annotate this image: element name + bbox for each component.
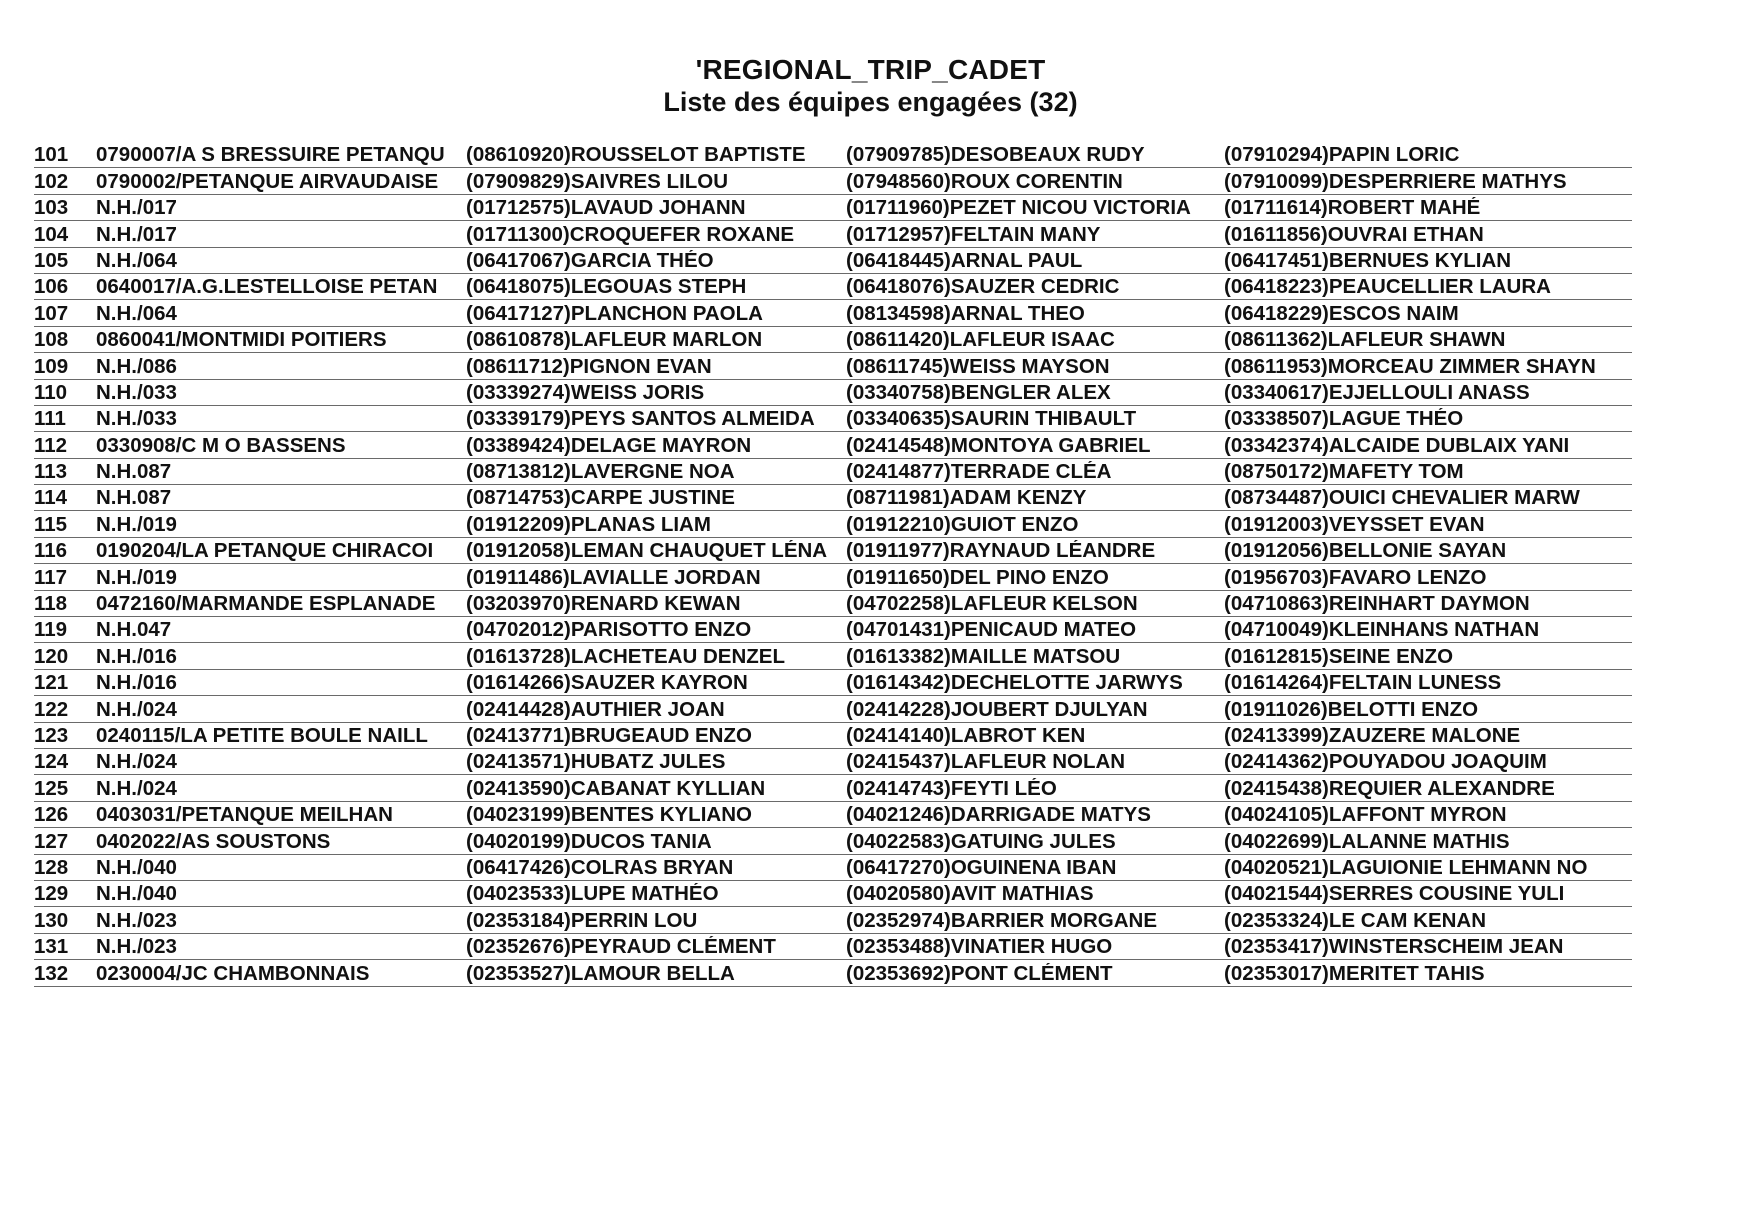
team-number: 112 <box>34 434 68 457</box>
team-club: N.H./016 <box>96 645 177 668</box>
player-2: (01614342)DECHELOTTE JARWYS <box>846 672 1183 695</box>
player-1: (08610920)ROUSSELOT BAPTISTE <box>466 144 806 167</box>
team-row <box>34 564 1632 590</box>
team-row <box>34 353 1632 379</box>
player-1: (04020199)DUCOS TANIA <box>466 830 712 853</box>
team-number: 126 <box>34 804 69 827</box>
team-number: 121 <box>34 672 69 695</box>
player-3: (02414362)POUYADOU JOAQUIM <box>1224 751 1547 774</box>
team-number: 105 <box>34 249 69 272</box>
player-3: (08734487)OUICI CHEVALIER MARW <box>1224 487 1580 510</box>
team-club: N.H./023 <box>96 909 177 932</box>
team-number: 119 <box>34 619 68 642</box>
team-number: 123 <box>34 724 69 747</box>
team-row <box>34 802 1632 828</box>
player-1: (08610878)LAFLEUR MARLON <box>466 329 763 352</box>
player-3: (01911026)BELOTTI ENZO <box>1224 698 1479 721</box>
player-3: (02353324)LE CAM KENAN <box>1224 909 1487 932</box>
team-number: 108 <box>34 329 69 352</box>
player-3: (04024105)LAFFONT MYRON <box>1224 804 1507 827</box>
team-number: 125 <box>34 777 69 800</box>
team-row <box>34 327 1632 353</box>
team-row <box>34 511 1632 537</box>
player-3: (04021544)SERRES COUSINE YULI <box>1224 883 1565 906</box>
team-row <box>34 300 1632 326</box>
player-3: (02353017)MERITET TAHIS <box>1224 962 1485 985</box>
team-club: N.H./024 <box>96 698 177 721</box>
player-1: (07909829)SAIVRES LILOU <box>466 170 729 193</box>
team-club: N.H./040 <box>96 856 177 879</box>
player-2: (03340758)BENGLER ALEX <box>846 381 1111 404</box>
page-title: 'REGIONAL_TRIP_CADET <box>695 54 1046 85</box>
page-subtitle: Liste des équipes engagées (32) <box>663 87 1078 117</box>
player-1: (04702012)PARISOTTO ENZO <box>466 619 752 642</box>
player-2: (01911650)DEL PINO ENZO <box>846 566 1109 589</box>
team-number: 106 <box>34 276 69 299</box>
team-number: 124 <box>34 751 69 774</box>
player-2: (06418445)ARNAL PAUL <box>846 249 1083 272</box>
team-club: N.H./017 <box>96 223 177 246</box>
player-1: (01911486)LAVIALLE JORDAN <box>466 566 761 589</box>
team-row <box>34 432 1632 458</box>
player-2: (02414877)TERRADE CLÉA <box>846 461 1112 484</box>
team-club: 0860041/MONTMIDI POITIERS <box>96 329 387 352</box>
team-number: 102 <box>34 170 69 193</box>
team-number: 101 <box>34 144 69 167</box>
player-3: (07910294)PAPIN LORIC <box>1224 144 1460 167</box>
team-club: N.H./023 <box>96 936 177 959</box>
player-2: (01712957)FELTAIN MANY <box>846 223 1101 246</box>
team-club: 0790002/PETANQUE AIRVAUDAISE <box>96 170 439 193</box>
player-2: (04021246)DARRIGADE MATYS <box>846 804 1151 827</box>
player-2: (02415437)LAFLEUR NOLAN <box>846 751 1126 774</box>
player-3: (01912003)VEYSSET EVAN <box>1224 513 1485 536</box>
team-table <box>34 142 1632 987</box>
player-1: (02353527)LAMOUR BELLA <box>466 962 735 985</box>
player-2: (02353692)PONT CLÉMENT <box>846 962 1113 985</box>
team-row <box>34 380 1632 406</box>
player-3: (06418223)PEAUCELLIER LAURA <box>1224 276 1551 299</box>
team-row <box>34 907 1632 933</box>
player-3: (01711614)ROBERT MAHÉ <box>1224 197 1481 220</box>
team-row <box>34 591 1632 617</box>
team-row <box>34 274 1632 300</box>
team-row <box>34 221 1632 247</box>
team-club: N.H./016 <box>96 672 177 695</box>
player-3: (03342374)ALCAIDE DUBLAIX YANI <box>1224 434 1570 457</box>
team-row <box>34 248 1632 274</box>
team-number: 107 <box>34 302 69 325</box>
player-2: (06418076)SAUZER CEDRIC <box>846 276 1120 299</box>
player-3: (07910099)DESPERRIERE MATHYS <box>1224 170 1567 193</box>
team-club: 0403031/PETANQUE MEILHAN <box>96 804 393 827</box>
team-club: N.H./017 <box>96 197 177 220</box>
team-number: 115 <box>34 513 68 536</box>
player-1: (06417426)COLRAS BRYAN <box>466 856 734 879</box>
player-2: (01711960)PEZET NICOU VICTORIA <box>846 197 1191 220</box>
team-row <box>34 643 1632 669</box>
player-2: (08611420)LAFLEUR ISAAC <box>846 329 1115 352</box>
team-row <box>34 855 1632 881</box>
player-2: (08711981)ADAM KENZY <box>846 487 1087 510</box>
player-1: (03339179)PEYS SANTOS ALMEIDA <box>466 408 815 431</box>
player-2: (08611745)WEISS MAYSON <box>846 355 1110 378</box>
player-2: (01911977)RAYNAUD LÉANDRE <box>846 540 1156 563</box>
team-number: 103 <box>34 197 69 220</box>
player-2: (04702258)LAFLEUR KELSON <box>846 593 1138 616</box>
player-1: (06417067)GARCIA THÉO <box>466 249 714 272</box>
player-3: (06418229)ESCOS NAIM <box>1224 302 1459 325</box>
player-3: (01614264)FELTAIN LUNESS <box>1224 672 1502 695</box>
team-number: 116 <box>34 540 68 563</box>
team-row <box>34 195 1632 221</box>
player-3: (04020521)LAGUIONIE LEHMANN NO <box>1224 856 1588 879</box>
team-club: N.H./019 <box>96 513 177 536</box>
player-1: (02413771)BRUGEAUD ENZO <box>466 724 752 747</box>
player-3: (08611362)LAFLEUR SHAWN <box>1224 329 1506 352</box>
player-1: (03339274)WEISS JORIS <box>466 381 705 404</box>
team-number: 127 <box>34 830 69 853</box>
team-club: N.H./024 <box>96 751 177 774</box>
player-2: (04020580)AVIT MATHIAS <box>846 883 1094 906</box>
player-2: (02353488)VINATIER HUGO <box>846 936 1113 959</box>
team-number: 111 <box>34 408 66 431</box>
player-1: (02353184)PERRIN LOU <box>466 909 698 932</box>
player-2: (06417270)OGUINENA IBAN <box>846 856 1117 879</box>
team-club: N.H./033 <box>96 381 177 404</box>
team-club: 0330908/C M O BASSENS <box>96 434 346 457</box>
player-1: (08713812)LAVERGNE NOA <box>466 461 735 484</box>
player-2: (02414548)MONTOYA GABRIEL <box>846 434 1151 457</box>
team-club: 0230004/JC CHAMBONNAIS <box>96 962 370 985</box>
player-2: (07909785)DESOBEAUX RUDY <box>846 144 1145 167</box>
team-row <box>34 696 1632 722</box>
player-1: (01712575)LAVAUD JOHANN <box>466 197 746 220</box>
team-row <box>34 881 1632 907</box>
player-1: (02413571)HUBATZ JULES <box>466 751 726 774</box>
team-club: 0640017/A.G.LESTELLOISE PETAN <box>96 276 438 299</box>
player-1: (01912058)LEMAN CHAUQUET LÉNA <box>466 540 828 563</box>
player-3: (03340617)EJJELLOULI ANASS <box>1224 381 1530 404</box>
team-row <box>34 960 1632 986</box>
player-2: (02352974)BARRIER MORGANE <box>846 909 1158 932</box>
team-club: N.H./064 <box>96 249 177 272</box>
team-number: 128 <box>34 856 69 879</box>
team-row <box>34 538 1632 564</box>
team-row <box>34 617 1632 643</box>
team-number: 131 <box>34 936 69 959</box>
player-1: (02413590)CABANAT KYLLIAN <box>466 777 766 800</box>
player-1: (06418075)LEGOUAS STEPH <box>466 276 747 299</box>
team-club: N.H./019 <box>96 566 177 589</box>
team-number: 129 <box>34 883 69 906</box>
player-3: (08611953)MORCEAU ZIMMER SHAYN <box>1224 355 1596 378</box>
team-club: N.H.087 <box>96 461 172 484</box>
player-3: (01611856)OUVRAI ETHAN <box>1224 223 1484 246</box>
player-3: (02413399)ZAUZERE MALONE <box>1224 724 1521 747</box>
team-club: N.H./024 <box>96 777 177 800</box>
player-2: (07948560)ROUX CORENTIN <box>846 170 1123 193</box>
team-number: 117 <box>34 566 68 589</box>
player-3: (06417451)BERNUES KYLIAN <box>1224 249 1512 272</box>
team-number: 109 <box>34 355 69 378</box>
team-row <box>34 485 1632 511</box>
player-3: (01912056)BELLONIE SAYAN <box>1224 540 1507 563</box>
player-2: (01613382)MAILLE MATSOU <box>846 645 1121 668</box>
team-number: 118 <box>34 593 68 616</box>
team-club: N.H.087 <box>96 487 172 510</box>
team-club: 0790007/A S BRESSUIRE PETANQU <box>96 144 445 167</box>
player-1: (01613728)LACHETEAU DENZEL <box>466 645 785 668</box>
player-1: (01614266)SAUZER KAYRON <box>466 672 748 695</box>
player-1: (04023199)BENTES KYLIANO <box>466 804 752 827</box>
player-1: (03203970)RENARD KEWAN <box>466 593 741 616</box>
team-number: 104 <box>34 223 69 246</box>
player-1: (01711300)CROQUEFER ROXANE <box>466 223 795 246</box>
player-1: (06417127)PLANCHON PAOLA <box>466 302 763 325</box>
team-number: 130 <box>34 909 69 932</box>
player-1: (03389424)DELAGE MAYRON <box>466 434 752 457</box>
team-club: 0402022/AS SOUSTONS <box>96 830 331 853</box>
team-club: N.H./086 <box>96 355 177 378</box>
player-2: (01912210)GUIOT ENZO <box>846 513 1079 536</box>
team-club: N.H.047 <box>96 619 172 642</box>
team-row <box>34 142 1632 168</box>
player-3: (02353417)WINSTERSCHEIM JEAN <box>1224 936 1564 959</box>
player-3: (02415438)REQUIER ALEXANDRE <box>1224 777 1555 800</box>
player-3: (04710863)REINHART DAYMON <box>1224 593 1530 616</box>
player-2: (08134598)ARNAL THEO <box>846 302 1085 325</box>
player-2: (02414228)JOUBERT DJULYAN <box>846 698 1148 721</box>
team-club: 0190204/LA PETANQUE CHIRACOI <box>96 540 434 563</box>
player-1: (02414428)AUTHIER JOAN <box>466 698 725 721</box>
team-row <box>34 406 1632 432</box>
team-row <box>34 670 1632 696</box>
team-club: N.H./033 <box>96 408 177 431</box>
player-3: (08750172)MAFETY TOM <box>1224 461 1464 484</box>
team-row <box>34 749 1632 775</box>
team-club: 0240115/LA PETITE BOULE NAILL <box>96 724 428 747</box>
player-1: (01912209)PLANAS LIAM <box>466 513 711 536</box>
player-2: (04701431)PENICAUD MATEO <box>846 619 1137 642</box>
team-club: N.H./064 <box>96 302 177 325</box>
player-3: (04710049)KLEINHANS NATHAN <box>1224 619 1540 642</box>
team-number: 113 <box>34 461 68 484</box>
player-1: (04023533)LUPE MATHÉO <box>466 883 719 906</box>
team-number: 110 <box>34 381 68 404</box>
team-number: 122 <box>34 698 69 721</box>
player-1: (02352676)PEYRAUD CLÉMENT <box>466 936 776 959</box>
team-row <box>34 775 1632 801</box>
team-club: N.H./040 <box>96 883 177 906</box>
team-row <box>34 723 1632 749</box>
team-row <box>34 168 1632 194</box>
team-number: 120 <box>34 645 69 668</box>
player-1: (08611712)PIGNON EVAN <box>466 355 712 378</box>
player-3: (01612815)SEINE ENZO <box>1224 645 1454 668</box>
team-row <box>34 459 1632 485</box>
team-number: 114 <box>34 487 68 510</box>
player-2: (02414140)LABROT KEN <box>846 724 1086 747</box>
player-3: (04022699)LALANNE MATHIS <box>1224 830 1510 853</box>
player-2: (03340635)SAURIN THIBAULT <box>846 408 1137 431</box>
team-club: 0472160/MARMANDE ESPLANADE <box>96 593 436 616</box>
team-row <box>34 828 1632 854</box>
player-1: (08714753)CARPE JUSTINE <box>466 487 735 510</box>
team-number: 132 <box>34 962 69 985</box>
player-3: (01956703)FAVARO LENZO <box>1224 566 1487 589</box>
team-row <box>34 934 1632 960</box>
player-2: (04022583)GATUING JULES <box>846 830 1116 853</box>
player-3: (03338507)LAGUE THÉO <box>1224 408 1464 431</box>
player-2: (02414743)FEYTI LÉO <box>846 777 1057 800</box>
